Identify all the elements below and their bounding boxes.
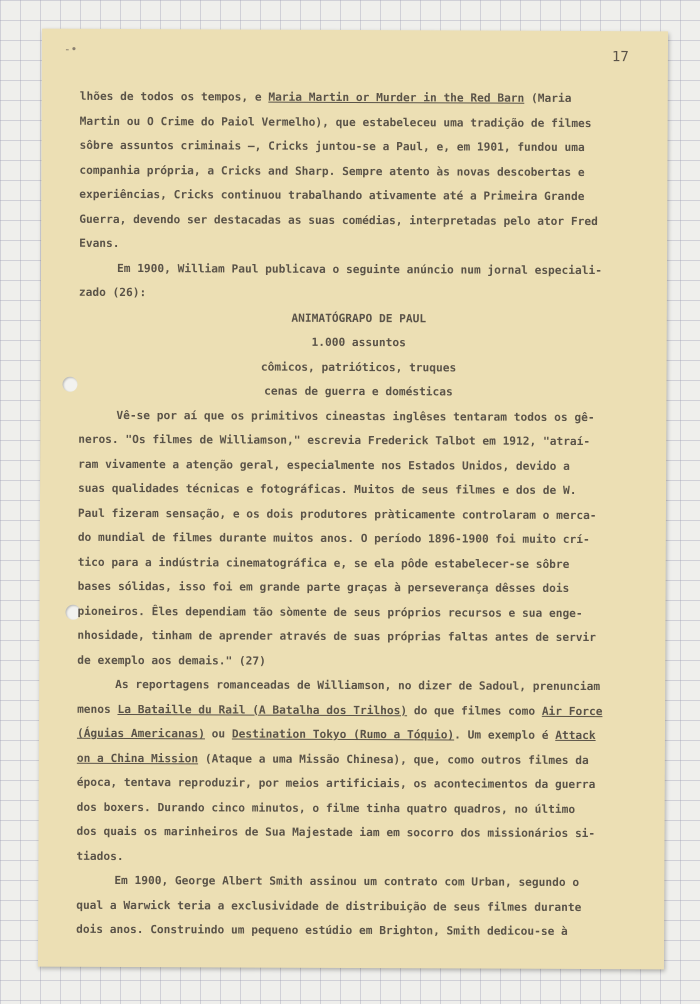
text-line: As reportagens romanceadas de Williamson, no dizer de Sadoul, prenunciam [115,677,601,694]
page-number: 17 [611,49,629,66]
ad-line: 1.000 assuntos [311,335,406,350]
text-line: on a China Mission (Ataque a uma Missão Chinesa), que, como outros filmes da [76,751,589,767]
ad-heading: ANIMATÓGRAPO DE PAUL [291,311,427,325]
film-title: Destination Tokyo (Rumo a Tóquio) [231,727,455,742]
film-title: Air Force [541,704,603,718]
text-line: sôbre assuntos criminais —, Cricks juntou-se a Paul, e, em 1901, fundou uma [79,138,585,155]
film-title: La Bataille du Rail (A Batalha dos Trilhos) [117,702,408,717]
text-line: experiências, Cricks continuou trabalhando ativamente até a Primeira Grande [79,187,585,204]
text-line: dois anos. Construindo um pequeno estúdio em Brighton, Smith dedicou-se à [76,922,568,938]
corner-mark: -• [63,42,78,56]
text-line: dos boxers. Durando cinco minutos, o filme tinha quatro quadros, no último [76,800,576,816]
text-line: neros. "Os filmes de Williamson," escrevia Frederick Talbot em 1912, "atraí- [78,432,591,449]
ad-line: cômicos, patrióticos, truques [260,360,457,374]
text-line: suas qualidades técnicas e fotográficas. Muitos de seus filmes e dos de W. [78,481,577,497]
text-line: Em 1900, George Albert Smith assinou um contrato com Urban, segundo o [114,873,580,889]
text-line: Martin ou O Crime do Paiol Vermelho), que estabeleceu uma tradição de filmes [79,114,592,130]
text-line: do mundial de filmes durante muitos anos. O período 1896-1900 foi muito crí- [77,530,590,547]
text-line: bases sólidas, isso foi em grande parte graças à perseverança dêsses dois [77,579,570,595]
film-title: Maria Martin or Murder in the Red Barn [268,90,525,105]
text-line: tiados. [76,849,124,863]
text-line: Em 1900, William Paul publicava o seguinte anúncio num jornal especiali- [116,261,602,277]
text-line: companhia própria, a Cricks and Sharp. Sempre atento às novas descobertas e [79,163,585,179]
text-line: de exemplo aos demais." (27) [77,653,266,668]
punch-hole-upper [62,377,77,392]
text-line: época, tentava reproduzir, por meios artificiais, os acontecimentos da guerra [76,775,596,792]
text-line: lhões de todos os tempos, e Maria Martin or Murder in the Red Barn (Maria [79,89,572,105]
text-line: menos La Bataille du Rail (A Batalha dos Trilhos) do que filmes como Air Force [77,702,603,718]
text-line: Vê-se por aí que os primitivos cineastas inglêses tentaram todos os gê- [116,408,595,424]
text-line: (Águias Americanas) ou Destination Tokyo (Rumo a Tóquio). Um exemplo é Attack [76,726,596,743]
text-line: ram vivamente a atenção geral, especialmente nos Estados Unidos, devido a [78,457,570,473]
film-title: on a China Mission [76,751,199,765]
text-line: Paul fizeram sensação, e os dois produtores pràticamente controlaram o merca- [77,506,597,522]
text-line: pioneiros. Êles dependiam tão sòmente de seus próprios recursos e sua enge- [77,604,583,620]
film-title: (Águias Americanas) [76,726,205,741]
text-line: zado (26): [78,285,147,300]
body-text [76,85,640,945]
ad-line: cenas de guerra e domésticas [264,384,453,399]
text-line: nhosidade, tinham de aprender através de suas próprias faltas antes de servir [77,628,597,645]
film-title: Attack [555,728,596,743]
text-line: Guerra, devendo ser destacadas as suas comédias, interpretadas pelo ator Fred [79,212,598,228]
text-line: Evans. [79,236,120,250]
text-line: tico para a indústria cinematográfica e, se ela pôde estabelecer-se sôbre [77,555,570,571]
text-line: dos quais os marinheiros de Sua Majestade iam em socorro dos missionários si- [76,824,596,841]
text-line: qual a Warwick teria a exclusividade de distribuição de seus filmes durante [76,898,582,914]
typewritten-page [38,29,668,970]
